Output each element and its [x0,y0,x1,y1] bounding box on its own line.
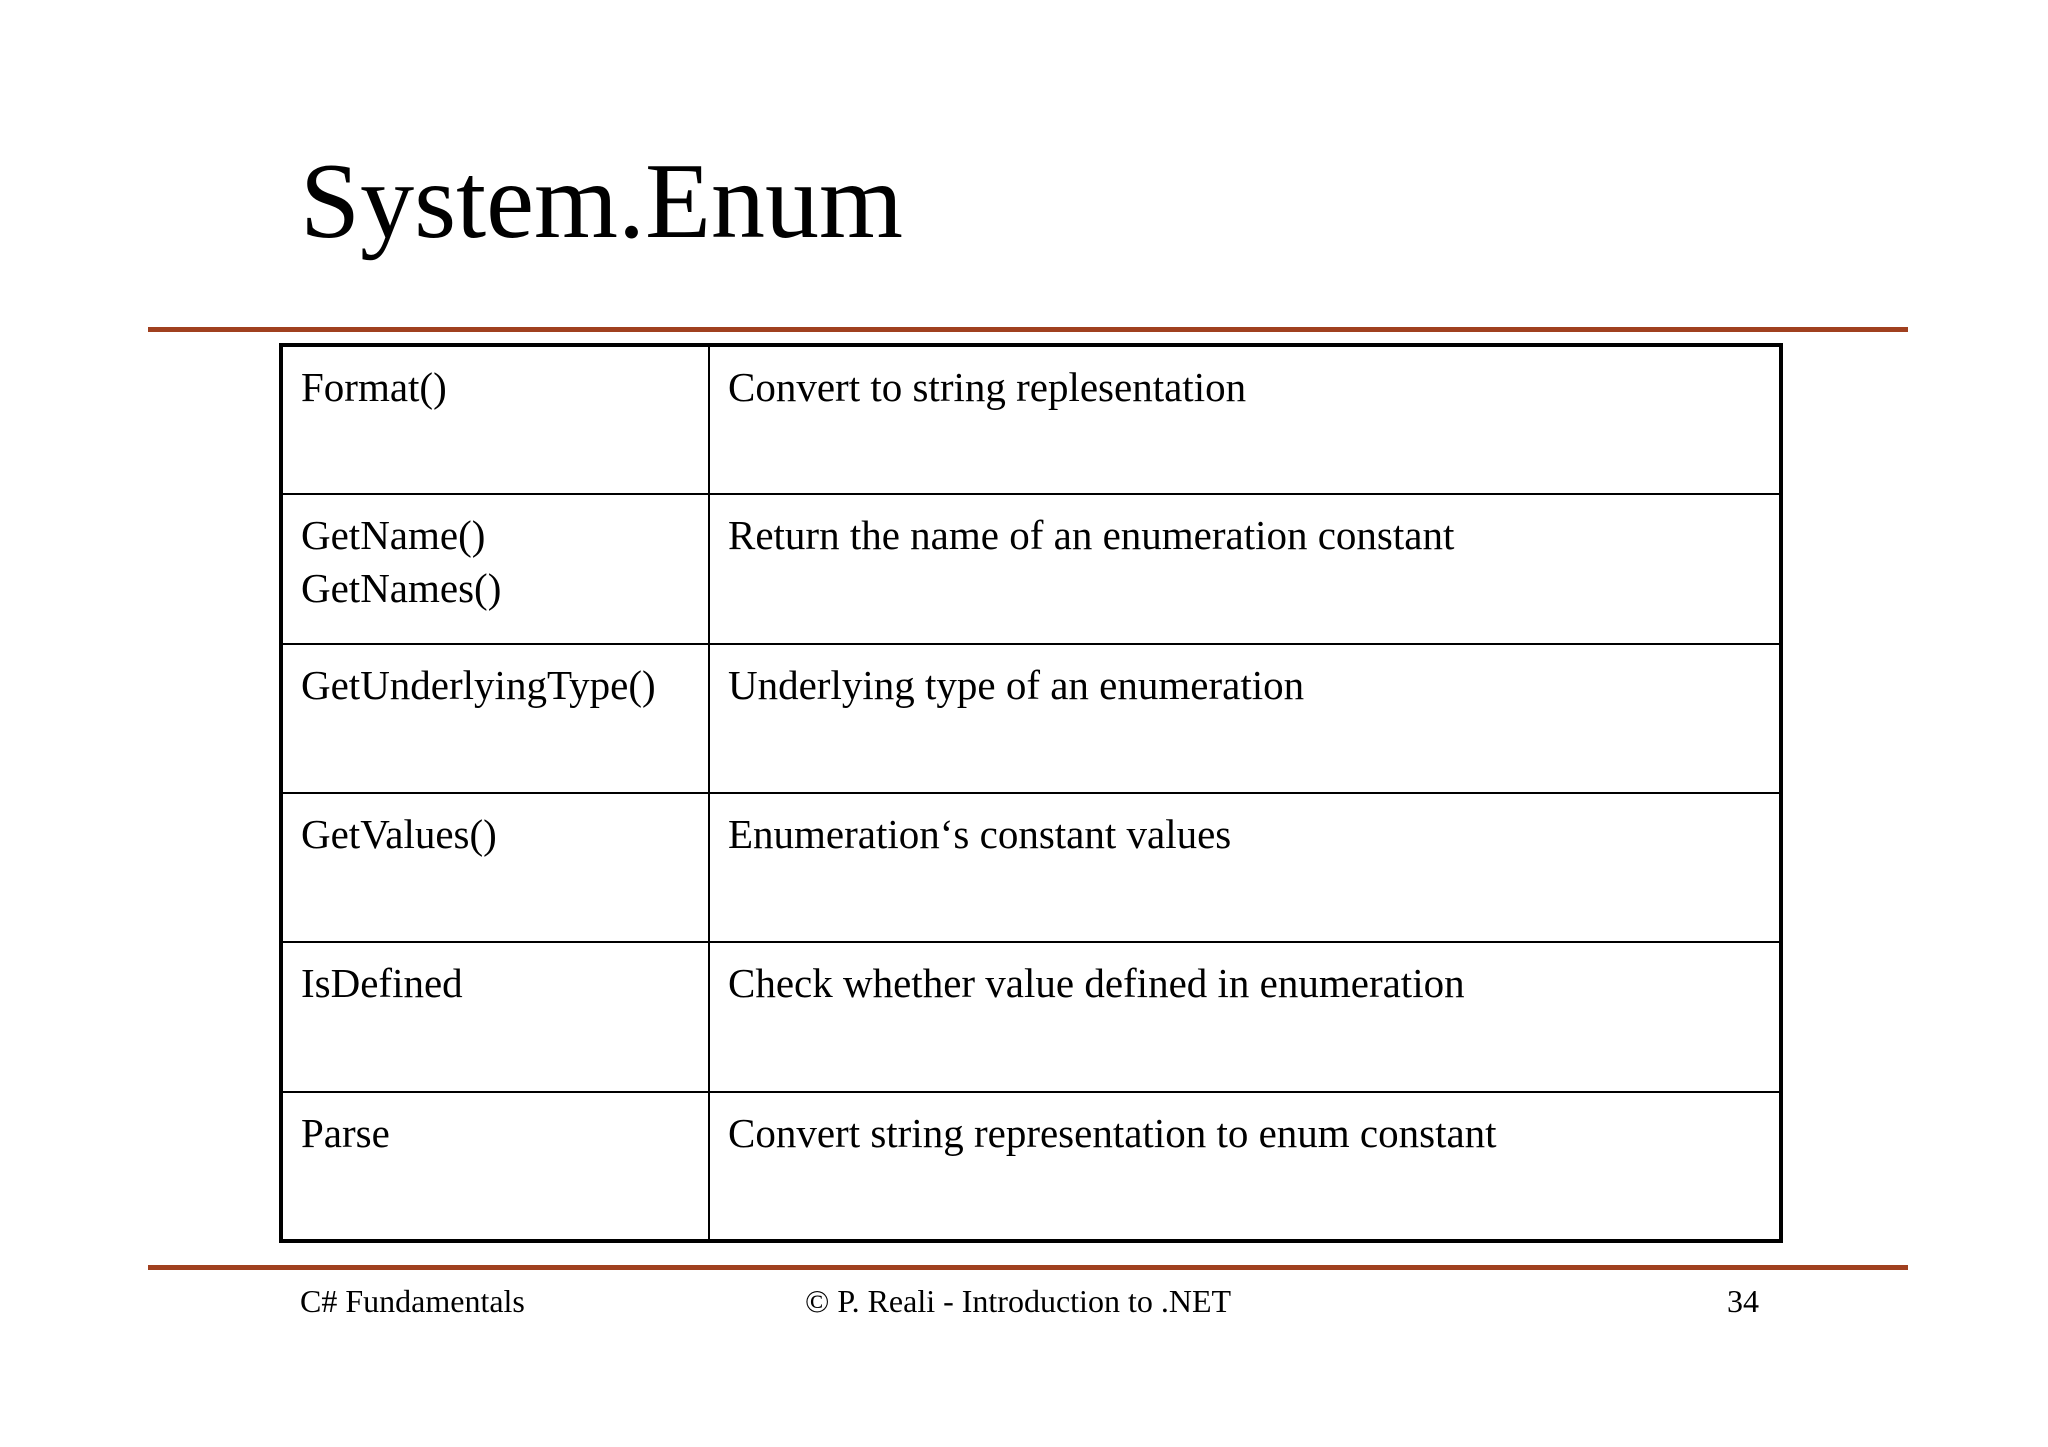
table-row [281,345,1781,494]
method-description: Convert string representation to enum constant [728,1109,1497,1156]
method-description-cell [709,793,1781,942]
method-name: IsDefined [301,960,463,1007]
method-name-cell [281,345,709,494]
method-name-cell [281,494,709,643]
method-name-cell [281,1092,709,1241]
table-row [281,793,1781,942]
footer-copyright: © P. Reali - Introduction to .NET [805,1283,1232,1319]
bottom-divider [148,1265,1908,1270]
table-row [281,942,1781,1091]
enum-methods-table [279,343,1783,1243]
method-name: Format() [301,364,447,410]
method-description: Underlying type of an enumeration [728,661,1305,708]
method-name: GetValues() [301,810,497,857]
method-description-cell [709,644,1781,793]
slide-title: System.Enum [300,142,904,261]
method-name-cell [281,644,709,793]
page-number: 34 [1727,1283,1759,1319]
method-name: GetUnderlyingType() [301,661,656,708]
method-description-cell [709,345,1781,494]
method-name-cell [281,793,709,942]
table-row [281,1092,1781,1241]
method-name-cell [281,942,709,1091]
method-name: Parse [301,1109,390,1156]
footer-course-title: C# Fundamentals [300,1283,525,1319]
method-description: Return the name of an enumeration constant [728,512,1455,559]
method-description-cell [709,1092,1781,1241]
table-row [281,644,1781,793]
method-description: Enumeration‘s constant values [728,810,1232,857]
method-description-cell [709,494,1781,643]
method-description: Check whether value defined in enumeration [728,960,1465,1007]
method-description: Convert to string replesentation [728,364,1247,410]
method-description-cell [709,942,1781,1091]
top-divider [148,327,1908,332]
method-name: GetNames() [301,565,502,612]
table-row [281,494,1781,643]
method-name: GetName() [301,512,486,559]
